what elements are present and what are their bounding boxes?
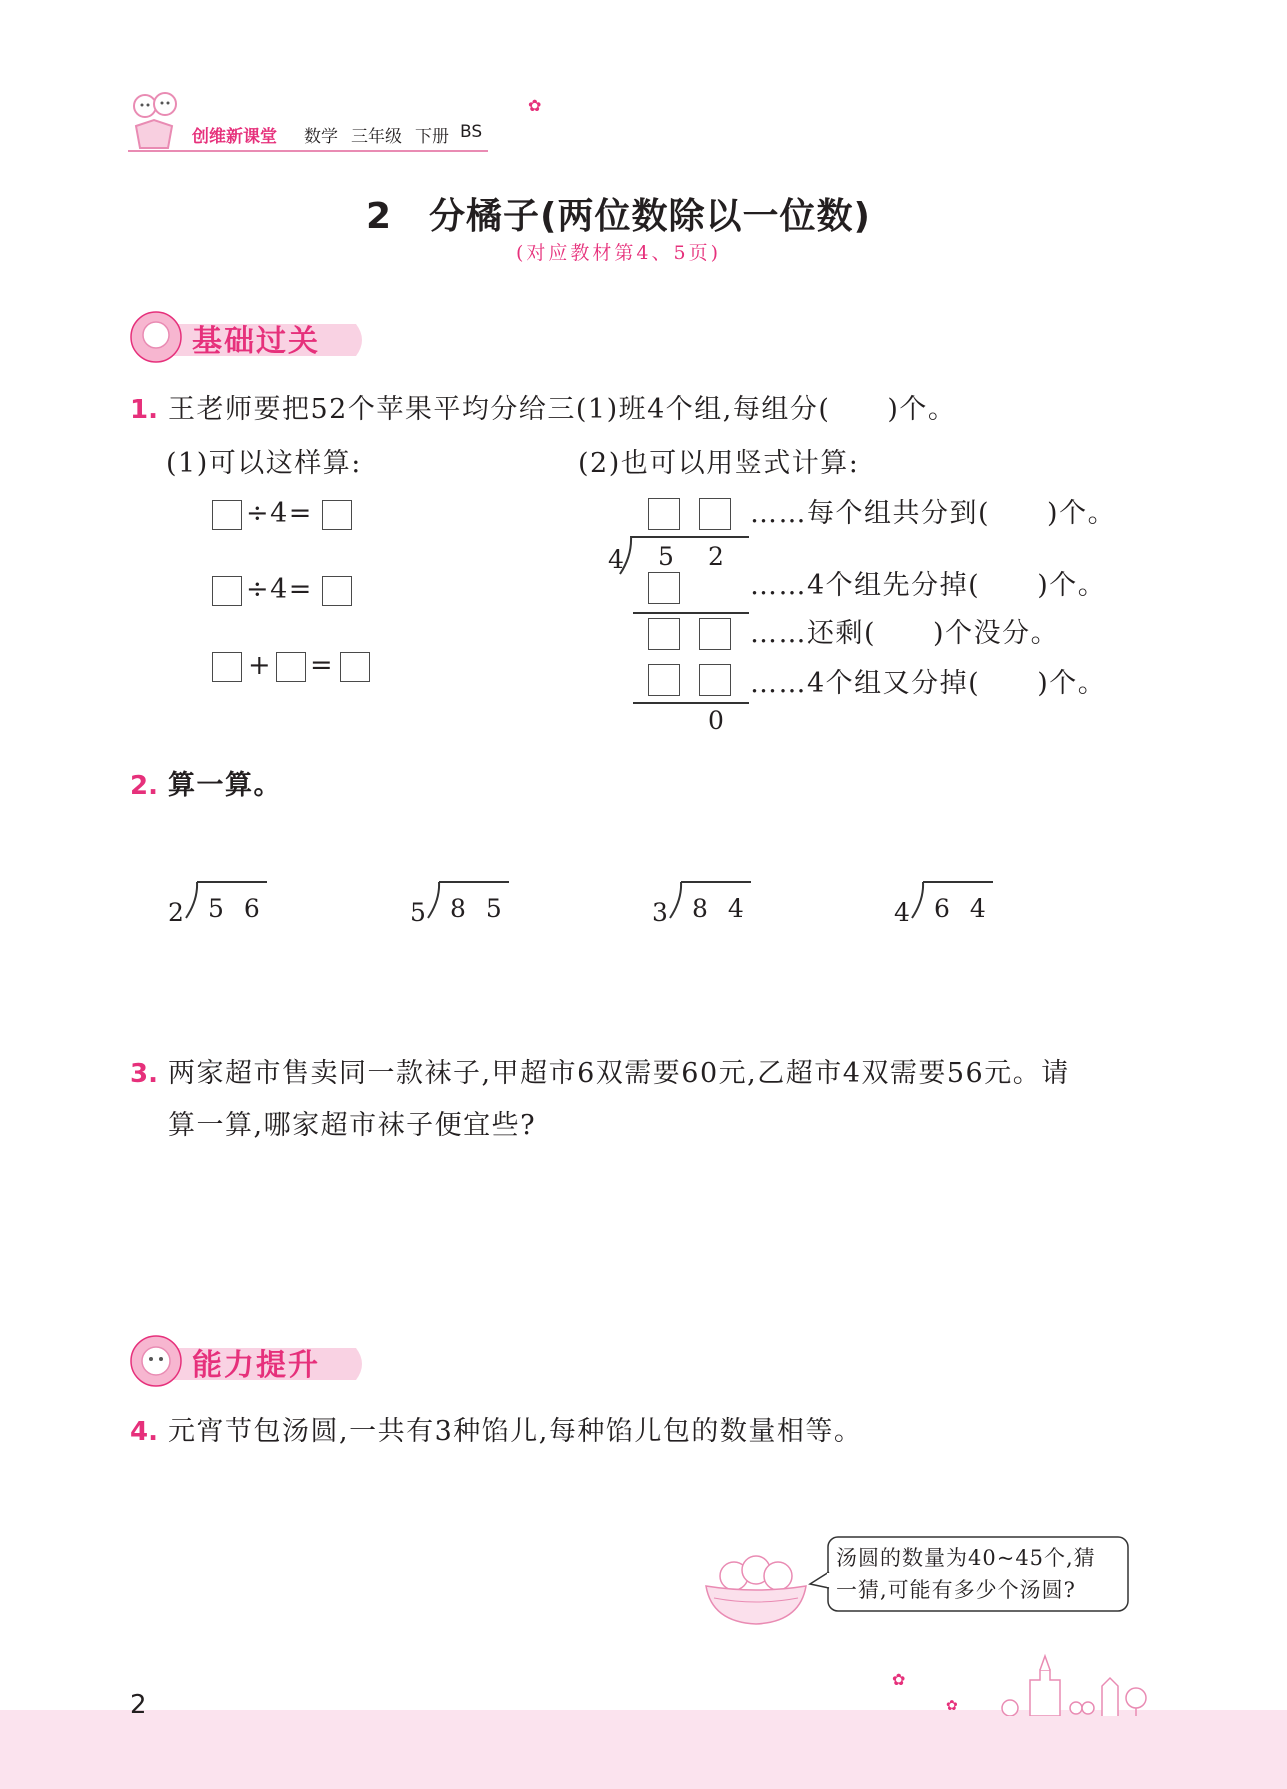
header-logo <box>128 86 180 152</box>
subtract-line <box>633 702 749 704</box>
dividend: 8 5 <box>450 894 508 923</box>
answer-box[interactable] <box>699 664 731 696</box>
answer-box[interactable] <box>212 652 242 682</box>
answer-box[interactable] <box>340 652 370 682</box>
flower-icon: ✿ <box>528 96 542 115</box>
note-second-share: ……4个组又分掉( )个。 <box>750 668 1107 699</box>
speech-bubble <box>806 1536 1130 1612</box>
note-quotient: ……每个组共分到( )个。 <box>750 498 1117 529</box>
q4-text: 元宵节包汤圆,一共有3种馅儿,每种馅儿包的数量相等。 <box>168 1416 863 1447</box>
bubble-line1: 汤圆的数量为40~45个,猜 <box>836 1546 1096 1570</box>
eq1-operator: ÷4= <box>246 498 313 529</box>
dividend: 8 4 <box>692 894 750 923</box>
divisor: 2 <box>168 898 184 927</box>
division-problem <box>410 880 520 927</box>
header-brand: 创维新课堂 <box>192 127 277 147</box>
answer-box[interactable] <box>212 576 242 606</box>
page-number: 2 <box>130 1690 147 1720</box>
subtract-line <box>633 612 749 614</box>
answer-box[interactable] <box>648 618 680 650</box>
division-problem <box>894 880 1004 927</box>
dividend: 6 4 <box>934 894 992 923</box>
header-grade: 三年级 <box>351 127 402 147</box>
dividend-digit: 5 <box>658 542 674 571</box>
division-problem <box>652 880 762 927</box>
answer-box[interactable] <box>322 500 352 530</box>
header-edition: BS <box>460 122 483 142</box>
answer-box[interactable] <box>648 498 680 530</box>
answer-box[interactable] <box>648 572 680 604</box>
bubble-line2: 一猜,可能有多少个汤圆? <box>836 1578 1076 1602</box>
q2-text: 算一算。 <box>168 770 282 801</box>
header-subject: 数学 <box>304 127 338 147</box>
quotient-line <box>631 536 749 538</box>
castle-icon <box>990 1650 1160 1716</box>
q1-part1-label: (1)可以这样算: <box>166 448 362 479</box>
answer-box[interactable] <box>276 652 306 682</box>
divisor: 4 <box>894 898 910 927</box>
divisor: 5 <box>410 898 426 927</box>
q3-line2: 算一算,哪家超市袜子便宜些? <box>168 1110 537 1141</box>
final-remainder: 0 <box>708 706 724 735</box>
divisor: 3 <box>652 898 668 927</box>
header-divider <box>128 150 488 152</box>
divisor: 4 <box>608 545 624 574</box>
section-title-advanced: 能力提升 <box>192 1348 320 1383</box>
q3-line1: 两家超市售卖同一款袜子,甲超市6双需要60元,乙超市4双需要56元。请 <box>168 1058 1070 1089</box>
answer-box[interactable] <box>699 618 731 650</box>
eq3-equals: = <box>310 650 335 681</box>
page-title: 2 分橘子(两位数除以一位数) <box>366 196 871 237</box>
answer-box[interactable] <box>699 498 731 530</box>
q3-number: 3. <box>130 1059 158 1089</box>
dividend: 5 6 <box>208 894 266 923</box>
rice-ball-bowl-icon <box>700 1550 812 1626</box>
answer-box[interactable] <box>648 664 680 696</box>
q1-number: 1. <box>130 395 158 425</box>
note-first-share: ……4个组先分掉( )个。 <box>750 570 1107 601</box>
eq3-plus: + <box>248 650 273 681</box>
eq2-operator: ÷4= <box>246 574 313 605</box>
q2-number: 2. <box>130 771 158 801</box>
answer-box[interactable] <box>322 576 352 606</box>
q1-text: 王老师要把52个苹果平均分给三(1)班4个组,每组分( )个。 <box>168 394 957 425</box>
flower-icon: ✿ <box>946 1698 958 1714</box>
flower-icon: ✿ <box>892 1670 906 1689</box>
note-remaining: ……还剩( )个没分。 <box>750 618 1060 649</box>
answer-box[interactable] <box>212 500 242 530</box>
division-problem <box>168 880 278 927</box>
bottom-band <box>0 1710 1287 1789</box>
q1-part2-label: (2)也可以用竖式计算: <box>578 448 860 479</box>
section-title-basic: 基础过关 <box>192 324 320 359</box>
dividend-digit: 2 <box>708 542 724 571</box>
page-subtitle: (对应教材第4、5页) <box>516 242 722 264</box>
header-volume: 下册 <box>415 127 449 147</box>
q4-number: 4. <box>130 1417 158 1447</box>
